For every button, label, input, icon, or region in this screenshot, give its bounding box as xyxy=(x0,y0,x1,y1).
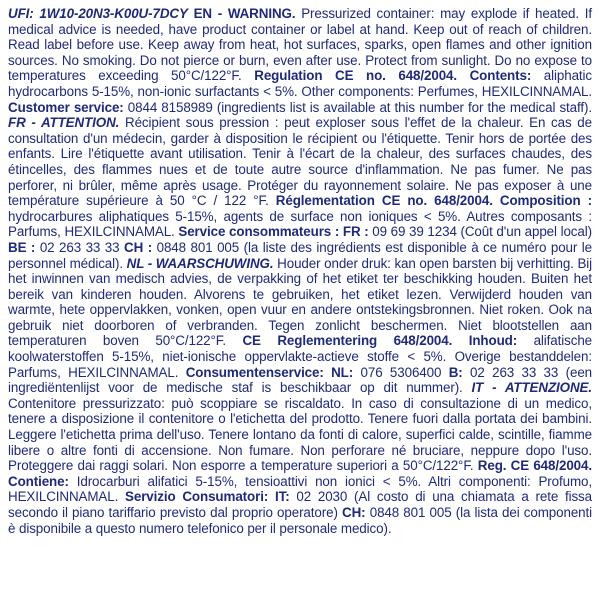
fr-be-phone: 02 263 33 33 xyxy=(39,239,120,255)
nl-warning-body: Houder onder druk: kan open barsten bij verhitting. Bij het inwinnen van medisch advies, de verpakking of het etiket ter beschikking houden. Buiten het bereik van kinderen houden. Alvorens te gebruiken, het etiket lezen. Verwijderd houden van warmte, hete oppervlakken, vonken, open vuur en andere ontstekingsbronnen. Niet roken. Ook na gebruik niet doorboren of verbranden. Tegen zonlicht beschermen. Niet blootstellen aan temperaturen boven 50°C/122°F. xyxy=(8,255,593,349)
it-contents: Idrocarburi alifatici 5-15%, tensioattivi non ionici < 5%. Altri componenti: Profumo, HEXILCINNAMAL. xyxy=(8,473,593,505)
nl-customer-service-label: Consumentenservice: NL: xyxy=(185,364,354,380)
it-regulation-label: Reg. CE 648/2004. Contiene: xyxy=(8,458,592,489)
fr-regulation-label: Réglementation CE no. 648/2004. Composition : xyxy=(275,193,592,209)
fr-contents: hydrocarbures aliphatiques 5-15%, agents de surface non ioniques < 5%. Autres composants : Parfums, HEXILCINNAMAL. xyxy=(8,208,592,240)
it-ch-label: CH: xyxy=(342,505,366,520)
fr-ch-label: CH : xyxy=(124,239,153,255)
it-warning-body: Contenitore pressurizzato: può scoppiare se riscaldato. In caso di consultazione di un medico, tenere a disposizione il contenitore o l'etichetta del prodotto. Tenere fuori dalla portata dei bambini. Leggere l'etichetta prima dell'uso. Tenere lontano da fonti di calore, superfici calde, scintille, fiamme libere o altre fonti di accensione. Non fumare. Non perforare né bruciare, neppure dopo l'uso. Proteggere dai raggi solari. Non esporre a temperature superiori a 50°C/122°F. xyxy=(8,395,592,474)
nl-b-label: B: xyxy=(448,364,463,380)
it-customer-service-label: Servizio Consumatori: IT: xyxy=(125,489,290,505)
en-customer-service-text: 0844 8158989 (ingredients list is available at this number for the medical staff). xyxy=(127,99,592,115)
nl-b-phone: 02 263 33 33 (een ingrediëntenlijst voor de medische staf is beschikbaar op dit nummer). xyxy=(8,364,593,396)
it-ch-phone: 0848 801 005 (la lista dei componenti è disponibile a questo numero telefonico per il personale medico). xyxy=(8,505,593,536)
it-service-phone: 02 2030 (Al costo di una chiamata a rete fissa secondo il piano tariffario previsto dal proprio operatore) xyxy=(8,489,593,520)
en-customer-service-label: Customer service: xyxy=(8,99,124,115)
ufi-code: UFI: 1W10-20N3-K00U-7DCY xyxy=(8,6,188,21)
fr-service-phone: 09 69 39 1234 (Coût d'un appel local) xyxy=(372,224,592,240)
fr-warning-body: Récipient sous pression : peut exploser sous l'effet de la chaleur. En cas de consultation d'un médecin, garder à disposition le récipient ou l'étiquette. Tenir hors de portée des enfants. Lire l'étiquette avant utilisation. Tenir à l'écart de la chaleur, des surfaces chaudes, des étincelles, des flammes nues et de toute autre source d'inflammation. Ne pas fumer. Ne pas perforer, ni brûler, même après usage. Protéger du rayonnement solaire. Ne pas exposer à une température supérieure à 50 °C / 122 °F. xyxy=(8,115,592,209)
en-regulation-label: Regulation CE no. 648/2004. Contents: xyxy=(254,68,532,84)
it-warning-heading: IT - ATTENZIONE. xyxy=(471,380,592,396)
nl-regulation-label: CE Reglementering 648/2004. Inhoud: xyxy=(242,333,518,349)
fr-customer-service-label: Service consommateurs : FR : xyxy=(178,224,369,240)
en-warning-heading: EN - WARNING. xyxy=(193,6,296,21)
en-warning-body: Pressurized container: may explode if heated. If medical advice is needed, have product container or label at hand. Keep out of reach of children. Read label before use. Keep away from heat, hot surfaces, sparks, open flames and other ignition sources. No smoking. Do not pierce or burn, even after use. Protect from sunlight. Do no expose to temperatures exceeding 50°C/122°F. xyxy=(8,6,592,84)
fr-be-label: BE : xyxy=(8,239,36,255)
nl-warning-heading: NL - WAARSCHUWING. xyxy=(126,255,274,271)
fr-warning-heading: FR - ATTENTION. xyxy=(8,115,120,131)
fr-ch-phone: 0848 801 005 (la liste des ingrédients est disponible à ce numéro pour le personnel médical). xyxy=(8,239,592,271)
nl-contents: alifatische koolwaterstoffen 5-15%, niet-ionische oppervlakte-actieve stoffe < 5%. Overige bestanddelen: Parfums, HEXILCINNAMAL. xyxy=(8,333,593,380)
en-contents: aliphatic hydrocarbons 5-15%, non-ionic surfactants < 5%. Other components: Perfumes, HEXILCINNAMAL. xyxy=(8,68,593,99)
nl-service-phone: 076 5306400 xyxy=(360,364,442,380)
